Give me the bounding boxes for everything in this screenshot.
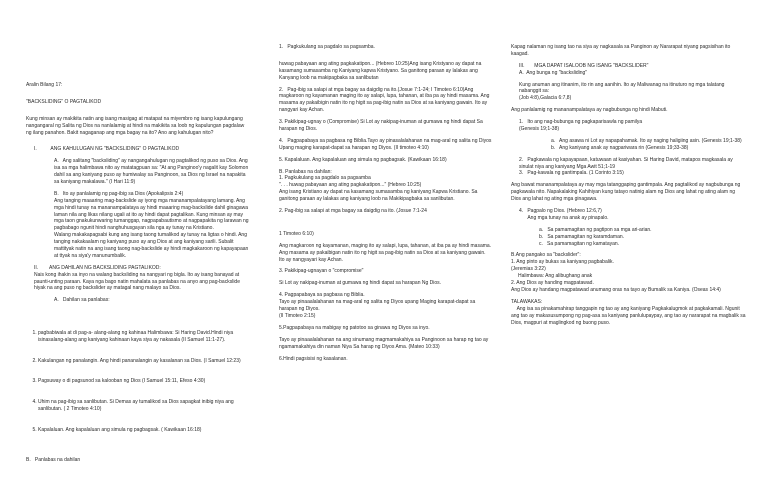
intro-paragraph: Kung minsan ay makikita natin ang isang masigag at matapat na miyembro ng isang kapulungang nangangaral ng Salita ng Dios na nanlalamig at hindi na makikita sa loob ng kapulungan pagdalaw ng ilang panahon. Bakit nagaganap ang mga bagay na ito? Ano ang kahulugan nito? [26, 115, 246, 136]
paragraph: Tayo ay pinaaalalahanan na ang sinumang magmamakahiya sa Panginoon sa harap ng tao ay ngamamakahiya din naman Niya Sa harap ng Diyos Ama. (Mateo 10:33) [279, 336, 490, 350]
lesson-number: Aralin Bilang 17: [26, 82, 63, 88]
list-item: 4. Uhim na pag-ibig sa sanlibutan. Si Demas ay tumalikod sa Dios sapagkat inibig niya ang sanlibutan. ( 2 Timoteo 4:10) [38, 399, 251, 413]
list-item: 2. Pagkawala ng kapayapaan, katuwaan at kasiyahan. Si Haring David, matapos magkasala ay sinulat niya ang kaniyang Mga Awit 51;1-19 3. Pag-kawala ng gantimpala. (1 Corinto 3:15) [519, 156, 733, 177]
paragraph: B. Panlabas na dahilan: 1. Pagkukulang sa pagdalo sa pagsamba ". . . huwag pabayaan ang ating pagkakatipon..." (Hebreo 10:25) Ang isang Kristiano ay dapat na kasamang sumasamba ng kaniyang Kapwa Kristiano. Sa ganitong paraan ay lalakas ang kaniyang loob na Makikipagbaka sa sanlibutan. [279, 168, 478, 203]
list-item: a. Ang asawa ni Lot ay napapahamak. Ito ay naging haligiing asin. (Genesis 19;1-38) b. Ang kaniyang anak ay nagpariwara rin (Genesis 19;33-38) [551, 137, 742, 151]
paragraph: 5. Kapalaluan. Ang kapalaluan ang simula ng pagbagsak. (Kawikaan 16:18) [279, 156, 447, 163]
paragraph: 3. Pakikipag-ugnayan o "compromise" [279, 268, 364, 275]
section-i-heading: I. ANG KAHULUGAN NG "BACKSLIDING" O PAGTALIKOD [34, 146, 180, 153]
paragraph: 1 Timoteo 6:10) [279, 230, 314, 237]
section-i-point-a: A. Ang salitang "backsliding" ay nangangahulugan ng pagtalikod ng puso sa Dios. Ang isa sa mga halimbawa nito ay matatagpuan sa: "At ang Panginoo'y nagalit kay Solomon dahil sa ang kaniyang puso ay humiwalay sa Panginoon, sa Dios ng Israel na napakita sa kaniyang makalawa." (I Hari 11:9) [54, 158, 250, 186]
conclusion: TALAWAKAS: Ang isa sa pinakamahirap tanggapin ng tao ay ang kaniyang Pagkakalugmok at pagkakamali. Ngunit ang tao ay makasusumpong ng pag-asa sa kaniyang panlulupaypay, ang tao ay nararapat na magbalik sa Dios, magpuri at maglingkod ng buong puso. [511, 298, 746, 326]
section-ii-heading: II. ANG DAHILAN NG BACKSLIDING PAGTALIKOD: Nais kong ihakin sa inyo na walang backsliding na nangyari ng bigla. Ito ay isang banayad at paunti-unting paraan. Kaya nga bago natin mahalata sa panlabas na anyo ang pag-backslide hiyak na ang puso ng backslider ay matagal nang malayo sa Dios. [34, 264, 240, 292]
list-item: 4. Pagpalo ng Dios. (Hebreo 12:6,7) Ang mga tunay na anak ay pinapalo. [519, 208, 609, 221]
list-item: a. Sa pamamagitan ng pagtipon sa mga ari-arian. b. Sa pamamagitan ng karamdaman. c. Sa pamamagitan ng kamatayan. [539, 226, 652, 247]
reasons-list [26, 316, 251, 447]
paragraph: 3. Pakikipag-ugnay o (Compromise) Si Lot ay nakipag-inuman at gumawa ng hindi dapat Sa harapan ng Dios. [279, 119, 485, 133]
paragraph: 6.Hindi pagsisisi ng kasalanan. [279, 355, 348, 362]
section-ii-point-b: B. Panlabas na dahilan [26, 457, 81, 464]
paragraph: Ang panlalamig ng mananampalataya ay nagbubunga ng hindi Mabuti. [511, 107, 668, 114]
paragraph: huwag pabayaan ang ating pagkakatipon... (Hebreo 10:25)Ang isang Kristyano ay dapat na kasamang sumasamba ng Kaniyang kapwa Kristyano. Sa ganitong paraan ay lalakas ang Kanyang loob na makipagbaka sa sanlibutan [279, 60, 483, 81]
paragraph: 2. Pag-ibig sa salapi at mga bagay sa daigdig na ito. (Josue 7:1-24 [279, 208, 427, 215]
lesson-title: "BACKSLIDING" O PAGTALIKOD [26, 98, 102, 105]
list-item: 1. Ito ang nag-bubunga ng pagkaparisawla ng pamilya (Genesis 19;1-38) [519, 119, 643, 133]
paragraph: Si Lot ay nakipag-inuman at gumawa ng hindi dapat sa harapan Ng Dios. [279, 280, 442, 287]
list-item: 2. Kakulangan ng panalangin. Ang hindi pananalangin ay kasalanan sa Dios. (I Samuel 12:23) [38, 358, 251, 365]
paragraph: 1. Pagkukulang sa pagdalo sa pagsamba. [279, 44, 375, 50]
list-item: 5. Kapalaluan. Ang kapalaluan ang simula ng pagbagsak. ( Kawikaan 16:18) [38, 427, 251, 434]
paragraph: 4. Pagpapabaya sa pagbasa ng Biblia. Tayo ay pinaaalalahanan na mag-aral ng salita ng Diyos upang Maging karapat-dapat sa harapan ng Diyos. (II Timoteo 2:15) [279, 292, 476, 319]
section-iii-heading: III. MGA DAPAT ISALOOB NG ISANG "BACKSLIDER" A. Ang bunga ng "backsliding" [519, 62, 649, 76]
paragraph: Ang magkaroon ng kayamanan, maging ito ay salapi, lupa, tahanan, at iba pa ay hindi masama. Ang masama ay pakaibigan natin ito ng higit sa pag-ibig natin sa Dios at sa kaniyang gawain. Ito ay nangyayari kay Achan. [279, 242, 493, 263]
paragraph: 4. Pagpapabaya sa pagbasa ng Biblia.Tayo ay pinasalalahanan na mag-aral ng salita ng Diyos Upang maging karapat-dapat sa harapan ng Diyos. (II timoteo 4:10) [279, 137, 493, 151]
column-right [511, 44, 746, 331]
paragraph: B.Ang pangako sa "backslider": 1. Ang pinto ay bukas sa kaniyang pagbabalik. (Jeremias 3:22) Halimbawa: Ang alibughang anak 2. Ang Dios ay handing magpatawad. Ang Dios ay handang magpatawad anumang oras na tayo ay Bumalik sa Kaniya. (Oseas 14:4) [511, 252, 721, 293]
section-i-point-b: B. Ito ay panlalamig ng pag-ibig sa Dios (Apokalipsis 2:4) Ang tanging maaaring mag-backslide ay iyong mga mananampalatayang lamang. Ang mga hindi tunay na mananampalataya ay hindi maaaring mag-backslide dahil ginagawa laman nila ang likas nilang ugali at ito ay hindi dapat pagtalikan. Kung minsan ay may mga taon gnakukunwaring tumanggap, nagpapabautismo at nagpapakita ng larawan ng pagbabago ngunit hindi nanghuhusgayan sila nga ay tunay na Kristiano. Walang makakapagsabi kung ang isang taong tumalikod ay tunay na ligtas o hindi. Ang tanging nakakaalam ng kaniyang puso ay ang Dios at ang kaniyang sarili. Subalit mattityak natin na ang isang taong nag-backslide ay hindi magkakaroon ng kapayapaan at ttyak na siya'y manunumbalik. [54, 190, 249, 259]
list-item: 1. pagbabiwala at di pag-a- alang-alang ng kahinaa Halimbawa: Si Haring David.Hindi niya isinasalang-alang ang kaniyang kahinaan kaya siya ay nakasala (II Samuel 11:1-27). [38, 330, 251, 344]
paragraph: Kapag nalaman ng isang tao na siya ay nagkasala sa Panginon ay Nararapat niyang pagsisihan ito kaagad. [511, 44, 732, 57]
paragraph: Ang bawat mananampalataya ay may mga tatanggaping gantimpala. Ang pagtalikod ay nagbubunga ng pagkawala nito. Napakalaking Kahihiyan kung tatayo natinig alam ng Dios ang lahat ng ating alam ng Dios ang lahat ng ating mga ginagawa. [511, 182, 742, 203]
paragraph: 5.Pagpapabaya na mabigay ng patotoo sa ginawa ng Diyos sa inyo. [279, 324, 430, 331]
paragraph: Kung anuman ang itinanim, ito rin ang aanihin. Ito ay Maliwanag na itinuturo ng mga talatang nabanggit sa: (Job 4:8),Galacia 6:7,8) [519, 81, 725, 102]
list-item: 3. Pagsuway o di pagsunod sa kalooban ng Dios (I Samuel 15:11, Efeso 4:30) [38, 378, 251, 385]
section-ii-point-a: A. Dahilan sa panlabas: [54, 297, 110, 304]
column-middle [279, 44, 492, 367]
column-left [26, 82, 251, 469]
paragraph: 2. Pag-ibig sa salapi at mga bagay sa daigdig na ito.(Josue 7:1-24; I Timoteo 6:10)Ang magkaroon ng kayamanan maging ito ay salapi, lupa, tahanan, at iba pa ay hindi masama. Ang masama ay pakaibigin natin ito ng higit sa pag-ibig natin sa Dios at sa kaniyang gawain. Ito ay nangyari kay Achan. [279, 86, 491, 114]
